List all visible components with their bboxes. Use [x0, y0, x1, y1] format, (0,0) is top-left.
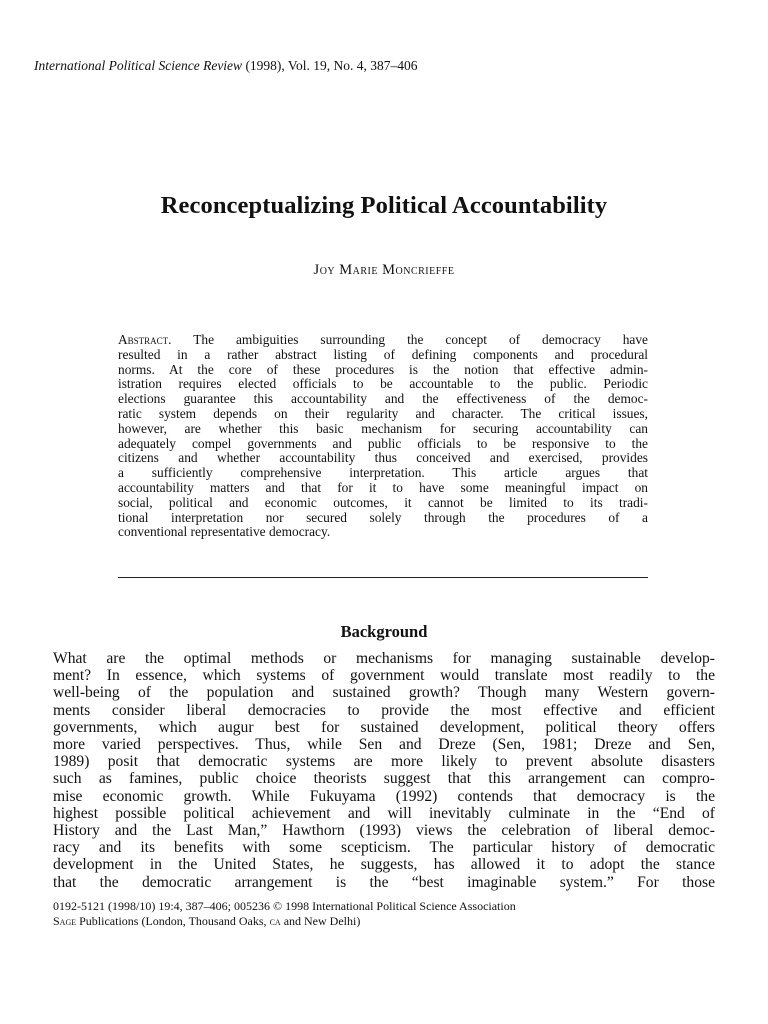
- journal-volume-info: (1998), Vol. 19, No. 4, 387–406: [242, 58, 418, 73]
- abstract-line: conventional representative democracy.: [118, 524, 331, 540]
- abstract-line: adequately compel governments and public officials to be responsive to the: [118, 435, 648, 451]
- abstract-label: Abstract.: [118, 332, 172, 347]
- publisher-name: Sage: [53, 913, 77, 928]
- body-line: mise economic growth. While Fukuyama (1992) contends that democracy is the: [53, 787, 715, 805]
- body-line: 1989) posit that democratic systems are more likely to prevent absolute disasters: [53, 753, 715, 771]
- body-line: that the democratic arrangement is the “best imaginable system.” For those: [53, 873, 715, 891]
- abstract-line: accountability matters and that for it to have some meaningful impact on: [118, 479, 648, 495]
- body-line: racy and its benefits with some scepticism. The particular history of democratic: [53, 839, 715, 857]
- article-author: Joy Marie Moncrieffe: [313, 262, 455, 278]
- body-line: well-being of the population and sustained growth? Though many Western govern-: [53, 684, 715, 702]
- issn-line: 0192-5121 (1998/10) 19:4, 387–406; 005236 © 1998 International Political Science Association: [53, 899, 516, 913]
- body-line: highest possible political achievement and will inevitably culminate in the “End of: [53, 804, 715, 822]
- abstract-line: elections guarantee this accountability and the effectiveness of the democ-: [118, 391, 648, 407]
- section-heading: Background: [340, 622, 428, 641]
- abstract-line: however, are whether this basic mechanism for securing accountability can: [118, 420, 648, 436]
- body-line: more varied perspectives. Thus, while Sen and Dreze (Sen, 1981; Dreze and Sen,: [53, 736, 715, 754]
- body-line: History and the Last Man,” Hawthorn (1993) views the celebration of liberal democ-: [53, 822, 715, 840]
- abstract-line: a sufficiently comprehensive interpretation. This article argues that: [118, 465, 648, 481]
- body-line: What are the optimal methods or mechanisms for managing sustainable develop-: [53, 650, 715, 667]
- body-text: [53, 650, 715, 891]
- body-line: ments consider liberal democracies to provide the most effective and efficient: [53, 701, 715, 719]
- body-line: ment? In essence, which systems of government would translate most readily to the: [53, 667, 715, 685]
- abstract-line: Abstract. The ambiguities surrounding the concept of democracy have: [118, 332, 648, 347]
- body-line: such as famines, public choice theorists suggest that this arrangement can compro-: [53, 770, 715, 788]
- copyright-footer: [53, 899, 516, 928]
- abstract-line: citizens and whether accountability thus conceived and exercised, provides: [118, 450, 648, 466]
- body-line: governments, which augur best for sustained development, political theory offers: [53, 718, 715, 736]
- body-line: development in the United States, he suggests, has allowed it to adopt the stance: [53, 856, 715, 874]
- abstract-line: tional interpretation nor secured solely through the procedures of a: [118, 509, 648, 525]
- publisher-line: Sage Publications (London, Thousand Oaks, ca and New Delhi): [53, 913, 361, 928]
- abstract-line: ratic system depends on their regularity and character. The critical issues,: [118, 405, 648, 421]
- abstract-line: norms. At the core of these procedures is the notion that effective admin-: [118, 361, 648, 377]
- abstract-line: istration requires elected officials to be accountable to the public. Periodic: [118, 376, 648, 392]
- journal-citation: [34, 58, 417, 74]
- abstract-line: social, political and economic outcomes, it cannot be limited to its tradi-: [118, 494, 648, 510]
- article-title: Reconceptualizing Political Accountability: [160, 192, 608, 219]
- abstract-line: resulted in a rather abstract listing of defining components and procedural: [118, 346, 648, 362]
- state-abbrev: ca: [269, 913, 281, 928]
- journal-name: International Political Science Review: [34, 58, 243, 73]
- section-divider: [118, 577, 648, 578]
- abstract: [118, 333, 648, 540]
